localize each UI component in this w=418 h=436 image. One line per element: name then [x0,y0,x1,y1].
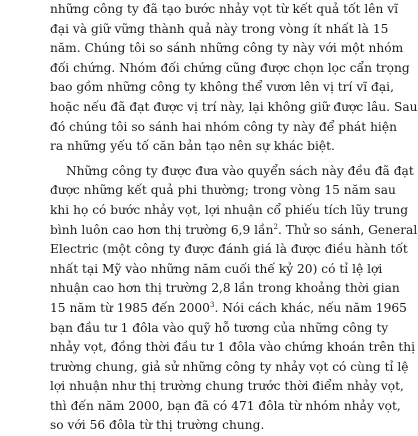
paragraph-1 [50,0,418,157]
text-line: ra những yếu tố căn bản tạo nên sự khác biệt. [50,139,335,154]
text-line: đó chúng tôi so sánh hai nhóm công ty này để phát hiện [50,119,397,134]
text-line: trường chung, giả sử những công ty nhảy vọt có cùng tỉ lệ [50,359,409,374]
text-line: khi họ có bước nhảy vọt, lợi nhuận cổ phiếu tích lũy trung [50,202,409,217]
paragraph-2 [50,162,418,436]
text-segment: . Nói cách khác, nếu năm 1965 [214,300,407,315]
text-line: thì đến năm 2000, bạn đã có 471 đôla từ nhóm nhảy vọt, [50,398,401,413]
text-line: những công ty đã tạo bước nhảy vọt từ kết quả tốt lên vĩ [50,2,399,16]
text-line: so với 56 đôla từ thị trường chung. [50,418,265,433]
footnote-marker: 2 [273,222,278,231]
text-line: Những công ty được đưa vào quyển sách này đều đã đạt [66,163,414,178]
text-line: nhất tại Mỹ vào những năm cuối thế kỷ 20) có tỉ lệ lợi [50,261,383,276]
text-segment: . Thử so sánh, General [277,222,418,237]
text-line: được những kết quả phi thường; trong vòng 15 năm sau [50,183,396,198]
text-line [50,299,407,319]
footnote-marker: 3 [209,300,215,309]
text-line: đại và giữ vững thành quả này trong vòng ít nhất là 15 [50,21,389,36]
text-line: đối chứng. Nhóm đối chứng cũng được chọn lọc cẩn trọng [50,60,410,75]
text-segment: bình luôn cao hơn thị trường 6,9 lần [50,222,274,237]
text-line: hoặc nếu đã đạt được vị trí này, lại không giữ được lâu. Sau [50,99,418,114]
text-line: bao gồm những công ty không thể vươn lên vị trí vĩ đại, [50,80,394,95]
text-line: Electric (một công ty được đánh giá là được điều hành tốt [50,242,408,257]
text-segment: 15 năm từ 1985 đến 2000 [50,300,210,315]
text-line: lợi nhuận như thị trường chung trước thời điểm nhảy vọt, [50,379,404,394]
text-line: nhuận cao hơn thị trường 2,8 lần trong khoảng thời gian [50,281,400,296]
text-line: bạn đầu tư 1 đôla vào quỹ hỗ tương của những công ty [50,320,389,335]
text-line [50,221,418,241]
text-line: nhảy vọt, đồng thời đầu tư 1 đôla vào chứng khoán trên thị [50,340,416,355]
text-line: năm. Chúng tôi so sánh những công ty này với một nhóm [50,41,404,56]
